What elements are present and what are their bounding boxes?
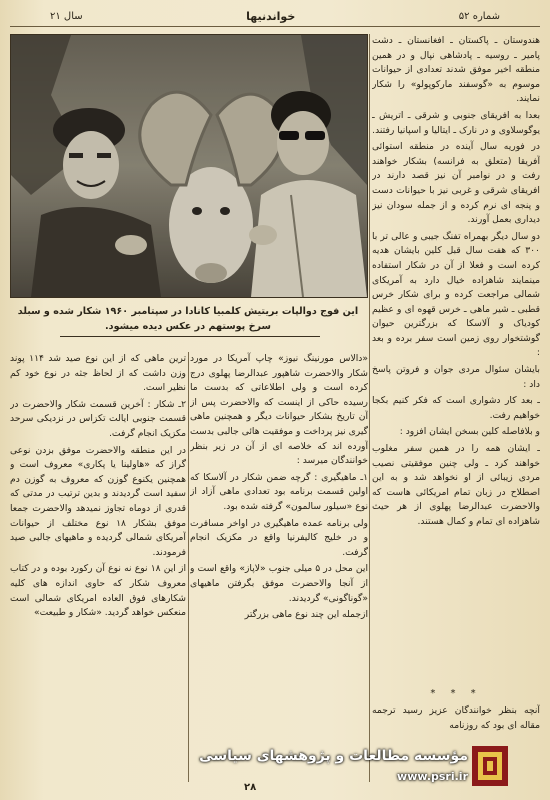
paragraph: در این منطقه والاحضرت موفق بزدن نوعی گراز که «هاولینا یا پکاری» معروف است و همچنین یکنوع گوزن که معروف به گوزن دم سفید است گردیدند و بدین ترتیب در مدتی که قدری از دوماه تجاوز نمیدهد والاحضرت جمعا موفق بشکار ۱۸ نوع مختلف از حیوانات آمریکای شمالی گردیده و ماهیهای جالبی صید فرمودند. (10, 444, 186, 558)
paragraph: آنچه بنظر خوانندگان عزیز رسید ترجمه مقاله ای بود که روزنامه (372, 705, 540, 731)
article-column-left (10, 352, 186, 792)
institute-url: www.psri.ir (397, 770, 468, 783)
paragraph: در فوریه سال آینده در منطقه استوائی آفریقا (متعلق به فرانسه) بشکار خواهند رفت و در نوامبر آن نیز قصد دارند در افریقای شرقی و غربی نیز با حیوانات دست و پنجه ای نرم کرده و از جمله سودان نیز دیداری بعمل آورند. (372, 141, 540, 226)
page-number: ۲۸ (244, 782, 257, 793)
paragraph: بایشان سئوال مردی جوان و فروتن پاسخ داد : (372, 364, 540, 390)
header-magazine-title: خواندنیها (246, 9, 296, 23)
paragraph: ۱ـ ماهیگیری : گرچه ضمن شکار در آلاسکا که اولین قسمت برنامه بود تعدادی ماهی آزاد از نوع «سیلور سالمون» گرفته شده بود. (190, 471, 368, 512)
paragraph: ۲ـ شکار : آخرین قسمت شکار والاحضرت در قسمت جنوبی ایالت تکزاس در نزدیکی سرحد مکزیک انجام گرفت. (10, 398, 186, 439)
column-divider-left (188, 352, 189, 782)
paragraph: ترین ماهی که از این نوع صید شد ۱۱۴ پوند وزن داشت که از لحاظ جثه در نوع خود کم نظیر است. (10, 353, 186, 394)
column-divider-right (369, 34, 370, 782)
institute-name: مؤسسه مطالعات و پژوهشهای سیاسی (199, 748, 468, 764)
photo-caption (10, 304, 366, 334)
paragraph: دو سال دیگر بهمراه تفنگ جیبی و عالی تر با ۳۰۰ که هفت سال قبل کلین بایشان هدیه کرده است و فعلا از آن در شکار استفاده مینمایند شاهزاده خیال دارد به آمریکای شمالی مراجعت کرده و برای شکار خرس قطبی ـ شیر ماهی ـ خرس قهوه ای و عظیم کودیاک و آلاسکا که بزرگترین حیوان گوشتخوار روی زمین است سفر برده و بعد : (372, 230, 540, 359)
caption-line-2: سرخ پوستهم در عکس دیده میشود. (105, 321, 271, 332)
paragraph: ولی برنامه عمده ماهیگیری در اواخر مسافرت و در خلیج کالیفرنیا واقع در مکزیک انجام گرفت. (190, 517, 368, 558)
paragraph: ـ ایشان همه را در همین سفر مغلوب خواهند کرد ـ ولی چنین موفقیتی نصیب مردی زیبائی از او نخواهد شد و به این اصطلاح در زبان تمام امریکائی هاست که والاحضرت عبدالرضا پهلوی از هر حیث شاهزاده ای تمام و کمال هستند. (372, 443, 540, 527)
caption-line-1: این فوج دوالپات بریتیش کلمبیا کانادا در سپتامبر ۱۹۶۰ شکار شده و سبلد (17, 306, 359, 317)
header-issue: شماره ۵۲ (458, 10, 500, 22)
page-header (10, 6, 540, 27)
paragraph: هندوستان ـ پاکستان ـ افغانستان ـ دشت پامیر ـ روسیه ـ پادشاهی نپال و در همین منطقه اخیر موفق شدند تعدادی از حیوانات موسوم به «گوسفند مارکوپولو» را شکار نمایند. (372, 35, 540, 105)
paragraph: از این ۱۸ نوع نه نوع آن رکورد بوده و در کتاب معروف شکار که حاوی اندازه های کلیه شکارهای فوق العاده امریکای شمالی است منعکس خواهد گردید. «شکار و طبیعت» (10, 563, 186, 619)
paragraph: و بلافاصله کلین بسخن ایشان افزود : (399, 426, 540, 438)
paragraph: بعدا به افریقای جنوبی و شرقی ـ اتریش ـ یوگوسلاوی و در نارک ـ ایتالیا و اسپانیا رفتند. (372, 109, 540, 136)
paragraph: این محل در ۵ میلی جنوب «لاپاز» واقع است و از آنجا والاحضرت موفق بگرفتن ماهیهای «گوناگونی» گردیدند. (190, 563, 368, 604)
watermark-footer (199, 744, 508, 790)
paragraph: ازجمله این چند نوع ماهی بزرگتر (244, 609, 368, 621)
institute-logo-icon (472, 746, 508, 786)
article-column-middle (190, 352, 368, 792)
paragraph: «دالاس مورنینگ نیوز» چاپ آمریکا در مورد شکار والاحضرت شاهپور عبدالرضا پهلوی درج کرده است و ولی اطلاعاتی که بدست ما رسیده حاکی از اینست که والاحضرت پس از آن تاریخ بشکار حیوانات دیگر و همچنین ماهی گیری نیز پرداخت و موفقیت هائی جالبی بدست آورده اند که خلاصه ای از آن در زیر بنظر خوانندگان میرسد : (190, 353, 368, 467)
section-separator: * * * (430, 688, 482, 699)
hunting-photo (10, 34, 368, 298)
article-column-right-end (372, 704, 540, 744)
article-column-right (372, 34, 540, 694)
header-year: سال ۲۱ (50, 10, 83, 22)
paragraph: ـ بعد کار دشواری است که فکر کنیم بکجا خواهیم رفت. (372, 395, 540, 421)
caption-underline (60, 336, 320, 337)
hunting-photo-image (11, 35, 367, 297)
